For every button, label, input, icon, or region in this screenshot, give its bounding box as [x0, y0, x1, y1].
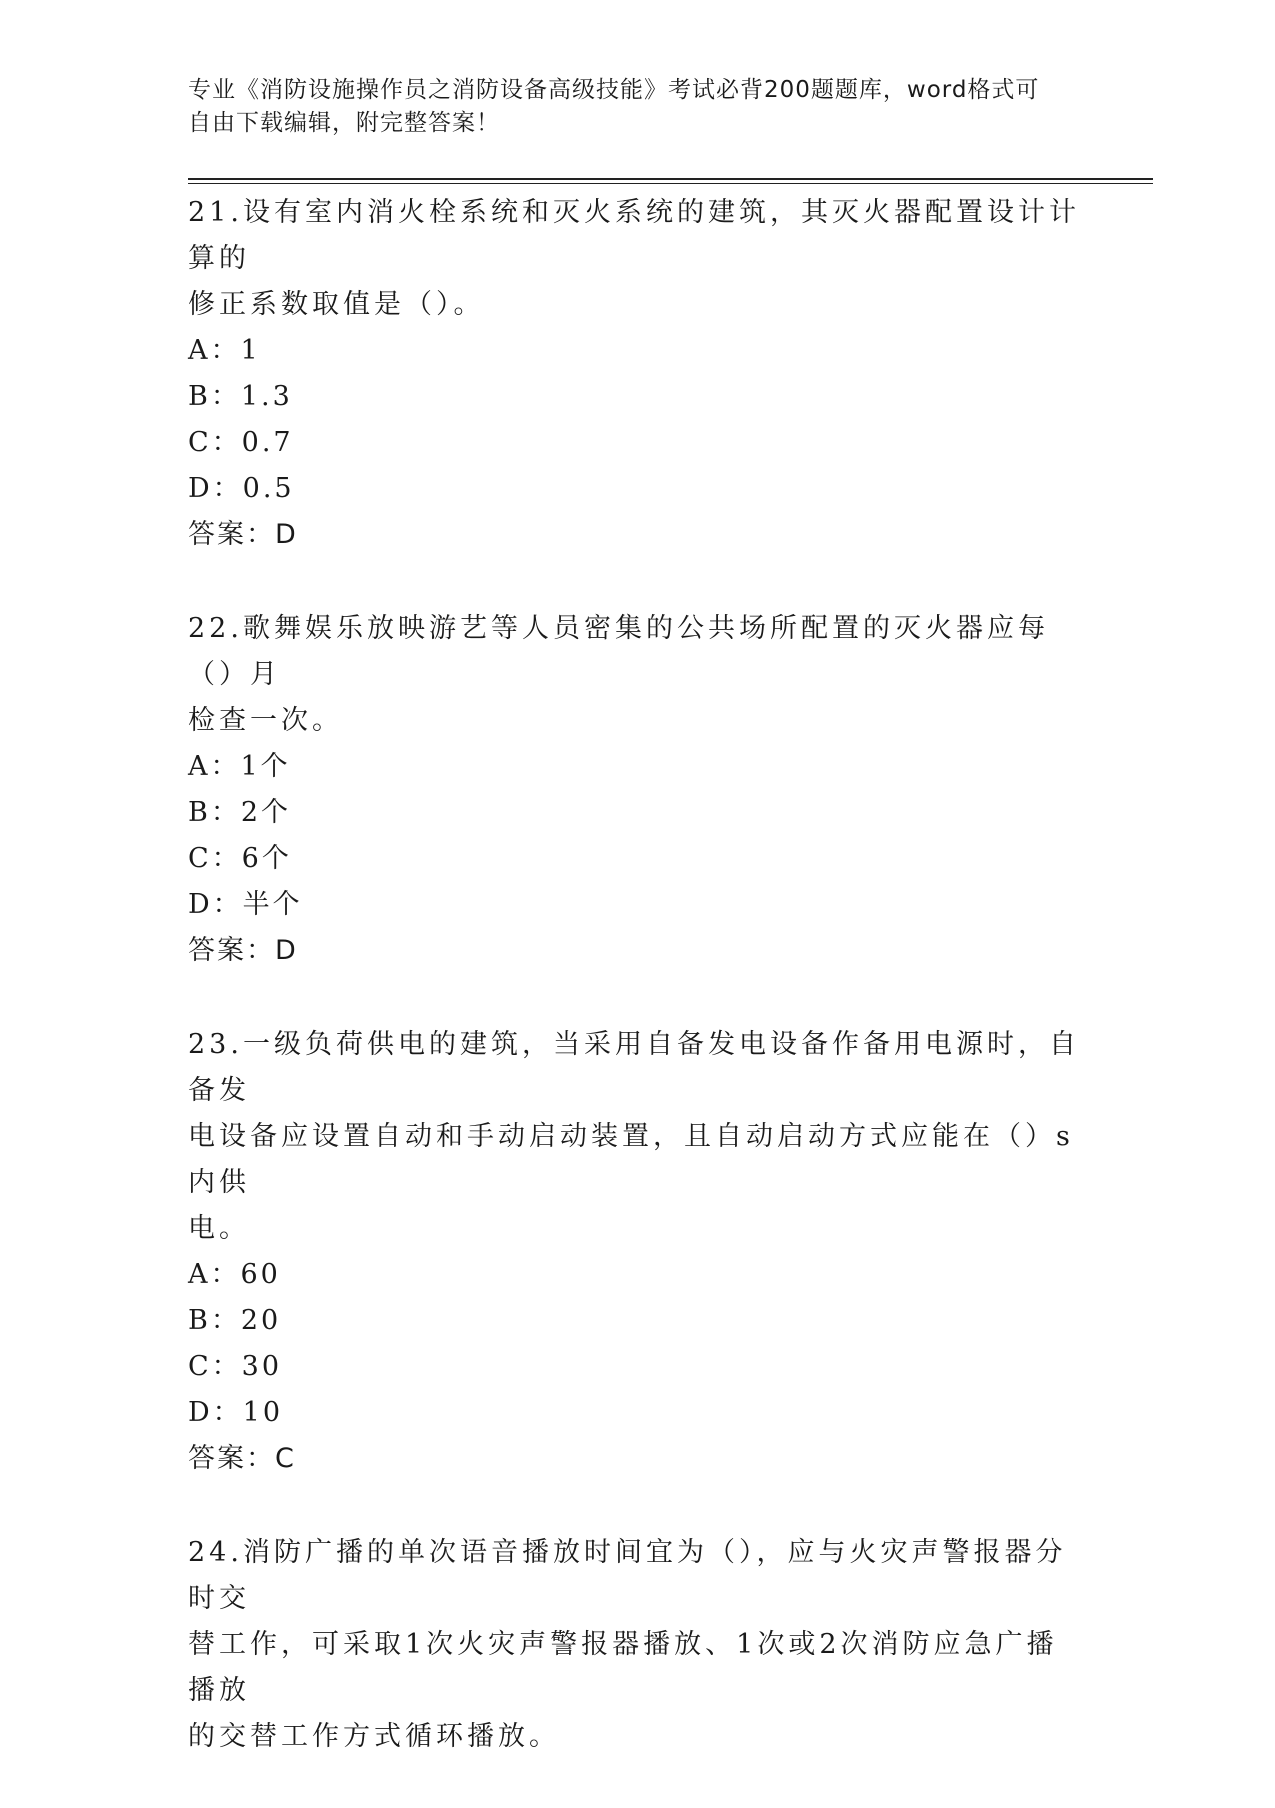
option-d: D：半个: [188, 889, 303, 920]
question-stem: [188, 1022, 1088, 1252]
answer-line: 答案：D: [188, 935, 298, 966]
option-a: A：1: [188, 335, 261, 366]
question-stem: [188, 190, 1088, 328]
stem-line: 的交替工作方式循环播放。: [188, 1721, 560, 1752]
question-stem: [188, 606, 1088, 744]
answer-line: 答案：D: [188, 519, 298, 550]
answer-line: 答案：C: [188, 1443, 296, 1474]
stem-line: 替工作，可采取1次火灾声警报器播放、1次或2次消防应急广播播放: [188, 1629, 1058, 1706]
option-list: [188, 328, 1088, 512]
stem-line: 电。: [188, 1213, 250, 1244]
option-c: C：6个: [188, 843, 292, 874]
option-list: [188, 1252, 1088, 1436]
option-list: [188, 744, 1088, 928]
stem-line: 修正系数取值是（）。: [188, 289, 485, 320]
question-22: [188, 606, 1088, 974]
stem-line: 23.一级负荷供电的建筑，当采用自备发电设备作备用电源时，自备发: [188, 1029, 1080, 1106]
question-stem: [188, 1530, 1088, 1760]
option-a: A：1个: [188, 751, 291, 782]
question-24: [188, 1530, 1088, 1760]
question-23: [188, 1022, 1088, 1482]
question-list: [188, 190, 1088, 1808]
option-d: D：10: [188, 1397, 284, 1428]
option-b: B：2个: [188, 797, 292, 828]
header-divider: [188, 178, 1153, 180]
header-divider-thin: [188, 183, 1153, 184]
option-b: B：20: [188, 1305, 282, 1336]
stem-line: 24.消防广播的单次语音播放时间宜为（），应与火灾声警报器分时交: [188, 1537, 1067, 1614]
question-21: [188, 190, 1088, 558]
stem-line: 检查一次。: [188, 705, 343, 736]
header-line: 专业《消防设施操作员之消防设备高级技能》考试必背200题题库，word格式可: [188, 77, 1040, 103]
option-d: D：0.5: [188, 473, 295, 504]
option-c: C：30: [188, 1351, 283, 1382]
document-header: [188, 74, 1088, 140]
option-c: C：0.7: [188, 427, 294, 458]
stem-line: 22.歌舞娱乐放映游艺等人员密集的公共场所配置的灭火器应每（）月: [188, 613, 1049, 690]
option-a: A：60: [188, 1259, 281, 1290]
stem-line: 电设备应设置自动和手动启动装置，且自动启动方式应能在（）s内供: [188, 1121, 1074, 1198]
option-b: B：1.3: [188, 381, 293, 412]
header-line: 自由下载编辑，附完整答案！: [188, 110, 500, 136]
stem-line: 21.设有室内消火栓系统和灭火系统的建筑，其灭火器配置设计计算的: [188, 197, 1080, 274]
